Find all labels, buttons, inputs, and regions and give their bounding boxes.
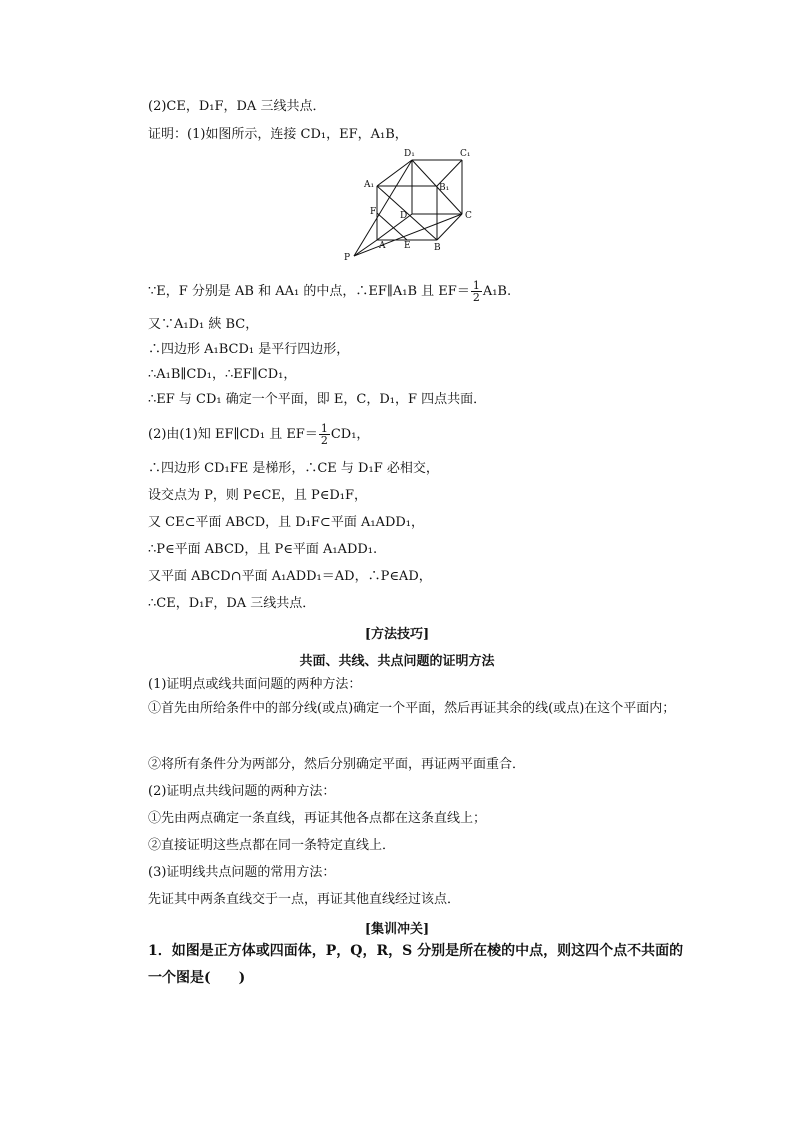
text-line: ∴P∈平面 ABCD，且 P∈平面 A₁ADD₁. bbox=[148, 542, 378, 557]
fraction bbox=[471, 280, 482, 303]
text-line: ∴四边形 CD₁FE 是梯形，∴CE 与 D₁F 必相交， bbox=[148, 461, 439, 476]
label-E: E bbox=[404, 241, 411, 251]
label-D1: D₁ bbox=[404, 149, 415, 159]
question-1: 1．如图是正方体或四面体，P，Q，R，S 分别是所在棱的中点，则这四个点不共面的一个图是( ) bbox=[148, 943, 684, 986]
text-line: (2)CE，D₁F，DA 三线共点． bbox=[148, 99, 326, 114]
text-line: 设交点为 P，则 P∈CE，且 P∈D₁F， bbox=[148, 488, 367, 503]
text-line: 又平面 ABCD∩平面 A₁ADD₁＝AD，∴P∈AD， bbox=[148, 569, 432, 584]
text-line: 证明：(1)如图所示，连接 CD₁，EF，A₁B， bbox=[148, 127, 408, 142]
label-C: C bbox=[465, 211, 472, 221]
text-line: (1)证明点或线共面问题的两种方法： bbox=[148, 677, 362, 692]
text-line: 先证其中两条直线交于一点，再证其他直线经过该点． bbox=[148, 892, 461, 907]
text-line: ①先由两点确定一条直线，再证其他各点都在这条直线上； bbox=[148, 811, 487, 826]
text-line: ②将所有条件分为两部分，然后分别确定平面，再证两平面重合． bbox=[148, 757, 526, 772]
practice-title: [集训冲关] bbox=[364, 922, 430, 937]
label-B: B bbox=[434, 243, 441, 253]
text-segment: A₁B. bbox=[482, 284, 512, 299]
text-line: (2)证明点共线问题的两种方法： bbox=[148, 784, 336, 799]
text-paragraph: ①首先由所给条件中的部分线(或点)确定一个平面，然后再证其余的线(或点)在这个平面内； bbox=[148, 701, 676, 716]
text-line: ②直接证明这些点都在同一条特定直线上． bbox=[148, 838, 396, 853]
fraction bbox=[319, 423, 330, 446]
edge bbox=[377, 160, 412, 186]
text-line: 又∵A₁D₁ 綊 BC， bbox=[148, 317, 259, 332]
text-line: ∴EF 与 CD₁ 确定一个平面，即 E，C，D₁，F 四点共面． bbox=[148, 392, 487, 407]
fraction-numerator: 1 bbox=[472, 279, 480, 292]
label-F: F bbox=[370, 207, 377, 217]
text-segment: ∵E，F 分别是 AB 和 AA₁ 的中点，∴EF∥A₁B 且 EF＝ bbox=[148, 284, 470, 299]
text-segment: (2)由(1)知 EF∥CD₁ 且 EF＝ bbox=[148, 427, 318, 442]
label-B1: B₁ bbox=[439, 183, 450, 193]
fraction-denominator: 2 bbox=[320, 434, 328, 447]
label-P: P bbox=[344, 253, 351, 263]
text-line bbox=[148, 423, 369, 446]
label-C1: C₁ bbox=[460, 149, 471, 159]
text-line: ∴四边形 A₁BCD₁ 是平行四边形， bbox=[148, 342, 350, 357]
text-line: ∴CE，D₁F，DA 三线共点． bbox=[148, 596, 316, 611]
fraction-numerator: 1 bbox=[320, 422, 328, 435]
method-title: [方法技巧] bbox=[364, 627, 430, 642]
label-A1: A₁ bbox=[364, 180, 375, 190]
text-line bbox=[148, 280, 511, 303]
cube-figure bbox=[340, 146, 490, 264]
fraction-denominator: 2 bbox=[472, 291, 480, 304]
label-D: D bbox=[400, 211, 408, 221]
text-line: 又 CE⊂平面 ABCD，且 D₁F⊂平面 A₁ADD₁， bbox=[148, 515, 425, 530]
text-line: ∴A₁B∥CD₁，∴EF∥CD₁， bbox=[148, 367, 297, 382]
label-A: A bbox=[379, 241, 386, 251]
edge bbox=[437, 214, 462, 240]
method-subtitle: 共面、共线、共点问题的证明方法 bbox=[299, 654, 495, 669]
text-line: (3)证明线共点问题的常用方法： bbox=[148, 865, 336, 880]
text-segment: CD₁， bbox=[330, 427, 370, 442]
